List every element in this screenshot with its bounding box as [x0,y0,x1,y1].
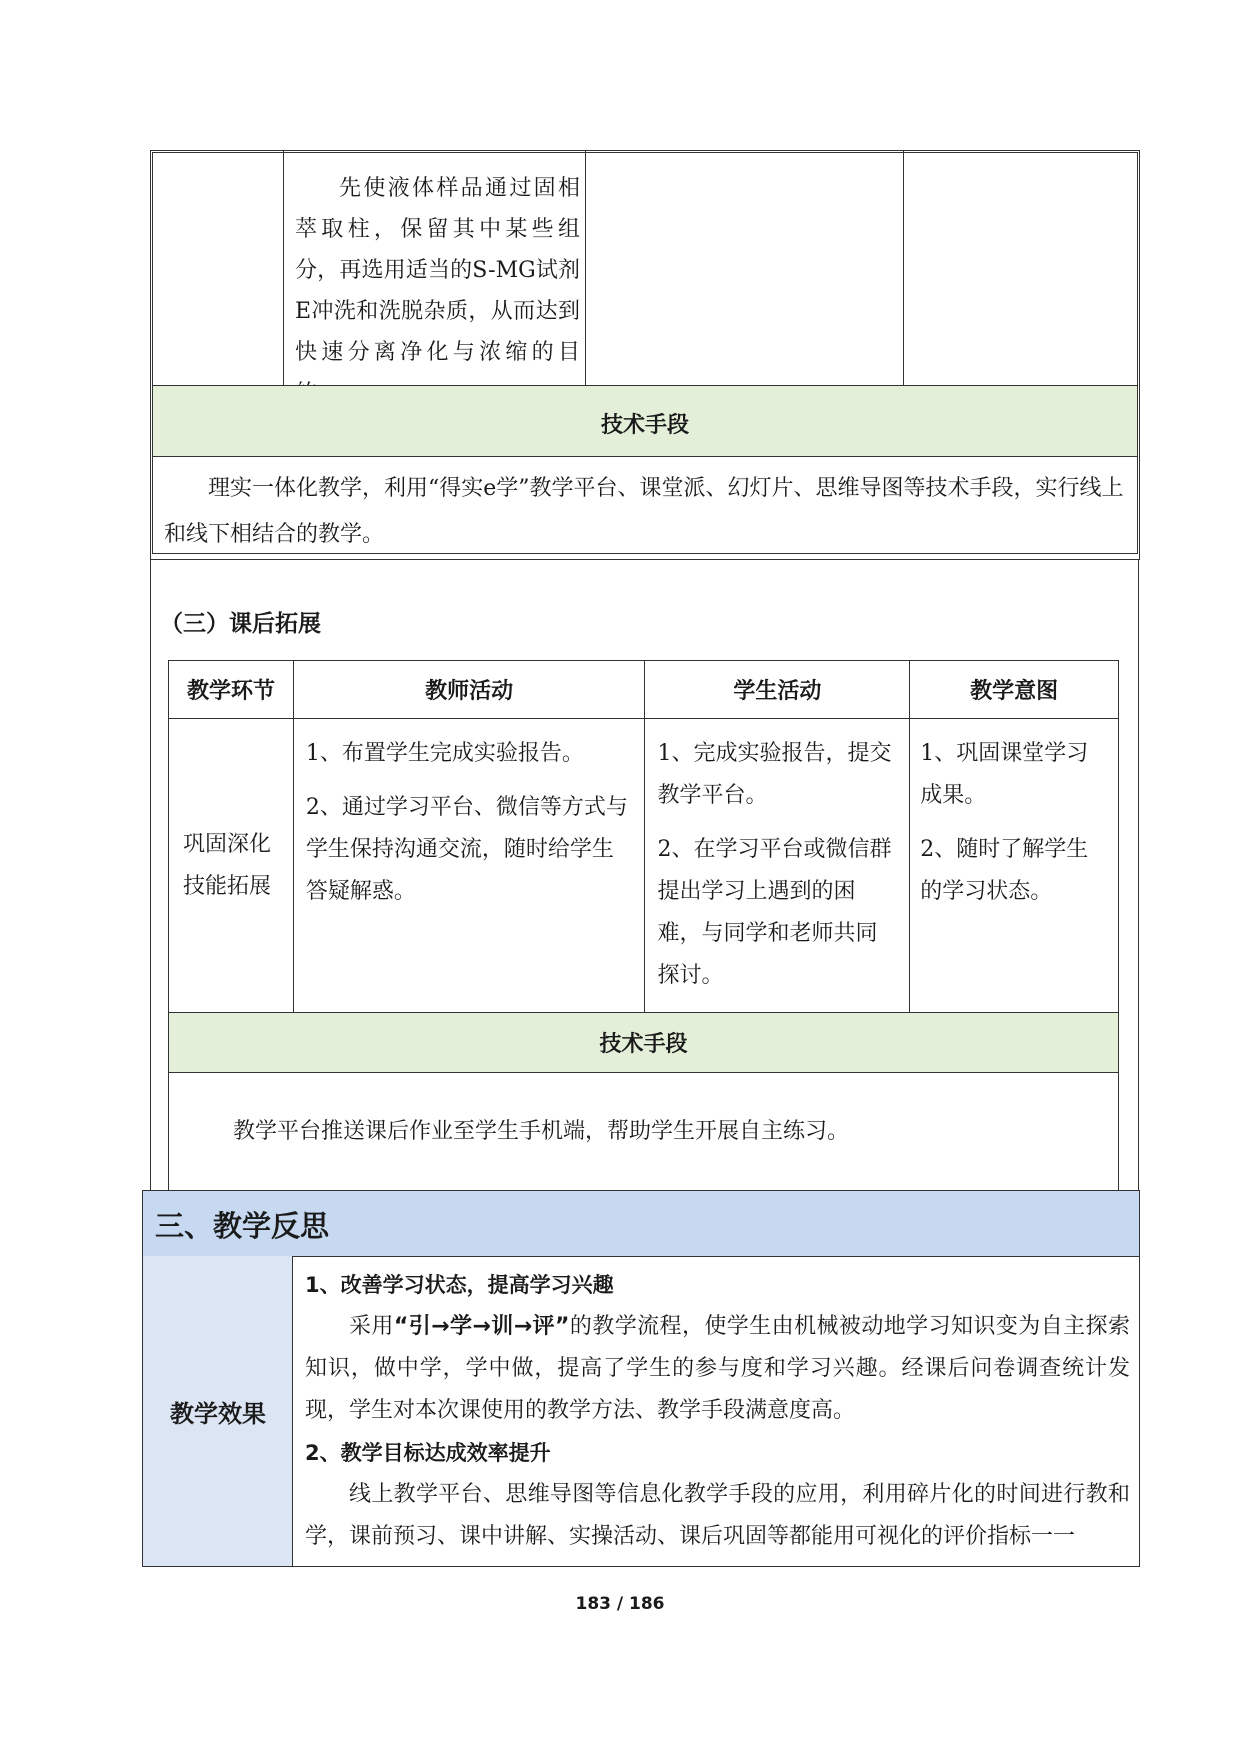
page-frame-right [1138,560,1139,1190]
effect-content [305,1264,1130,1558]
point2-title: 2、教学目标达成效率提升 [305,1441,551,1465]
intent-item-2: 2、随时了解学生的学习状态。 [920,837,1089,904]
intent-cell [910,719,1119,1013]
top-table [150,150,1140,560]
teacher-item-2: 2、通过学习平台、微信等方式与学生保持沟通交流，随时给学生答疑解惑。 [305,795,628,904]
point2-text: 线上教学平台、思维导图等信息化教学手段的应用，利用碎片化的时间进行教和学，课前预习、课中讲解、实操活动、课后巩固等都能用可视化的评价指标一一 [305,1482,1130,1549]
effect-label: 教学效果 [170,1400,266,1428]
page-number: 183 / 186 [575,1594,665,1614]
reflection-header-bar [142,1190,1140,1257]
header-intent: 教学意图 [910,661,1119,719]
stage-cell [169,719,294,1013]
method-text: 先使液体样品通过固相萃取柱，保留其中某些组分，再选用适当的S-MG试剂E冲洗和洗脱杂质，从而达到快速分离净化与浓缩的目 [295,176,580,365]
after-class-table [168,660,1119,1191]
teacher-item-1: 1、布置学生完成实验报告。 [305,741,584,766]
teacher-cell [293,719,645,1013]
tech-cell-after-class [169,1073,1119,1191]
section-title-after-class: （三）课后拓展 [160,611,321,637]
tech-header-top: 技术手段 [600,413,689,438]
reflection-body [142,1256,1140,1567]
reflection-title: 三、教学反思 [155,1209,330,1243]
tech-header-after-class: 技术手段 [169,1013,1119,1073]
header-student: 学生活动 [645,661,910,719]
point1-title: 1、改善学习状态，提高学习兴趣 [305,1273,614,1297]
stage-text: 巩固深化技能拓展 [183,831,272,899]
effect-label-cell [143,1256,293,1566]
intent-item-1: 1、巩固课堂学习成果。 [920,741,1089,808]
page-frame-left [150,560,151,1190]
header-stage: 教学环节 [169,661,294,719]
student-cell [645,719,910,1013]
student-item-1: 1、完成实验报告，提交教学平台。 [657,741,892,808]
tech-text-top: 理实一体化教学，利用“得实e学”教学平台、课堂派、幻灯片、思维导图等技术手段，实行线上和线下相结合的教学。 [164,476,1124,547]
point1-flow: “引→学→训→评” [393,1314,570,1339]
student-item-2: 2、在学习平台或微信群提出学习上遇到的困难，与同学和老师共同探讨。 [657,837,892,988]
tech-text-after-class: 教学平台推送课后作业至学生手机端，帮助学生开展自主练习。 [233,1118,850,1144]
point1-text: 采用“引→学→训→评”的教学流程，使学生由机械被动地学习知识变为自主探索知识，做中学，学中做，提高了学生的参与度和学习兴趣。经课后问卷调查统计发现，学生对本次课使用的教学方法、教学手段满意度高。 [305,1314,1130,1423]
header-teacher: 教师活动 [293,661,645,719]
